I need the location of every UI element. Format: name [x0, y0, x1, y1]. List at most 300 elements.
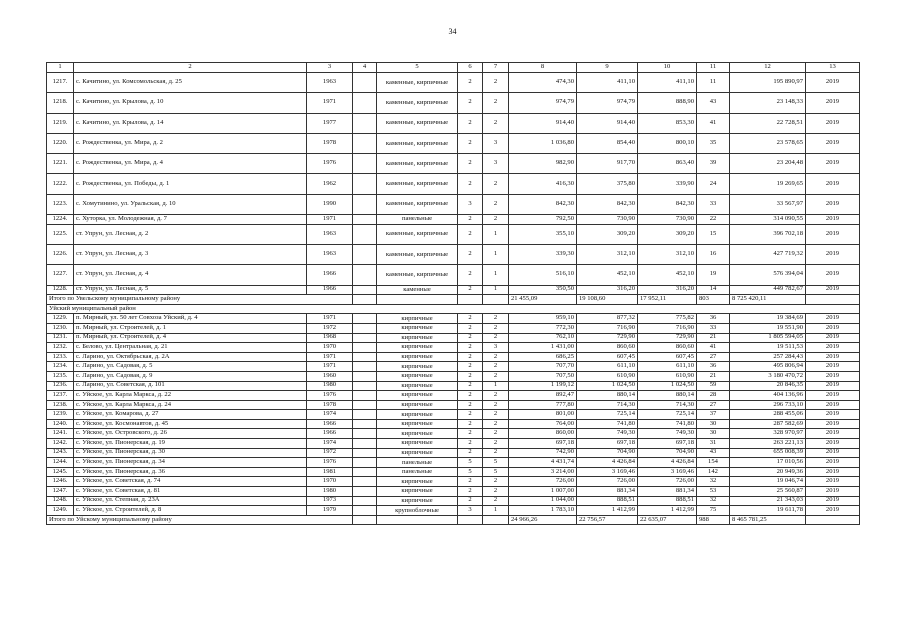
total-area-cell: 707,70 [509, 362, 577, 372]
year-cell: 2019 [806, 429, 860, 439]
area-c-cell: 339,90 [638, 174, 697, 194]
floors-cell: 2 [458, 333, 483, 343]
address-cell: ст. Упрун, ул. Лесная, д. 3 [74, 244, 307, 264]
residents-cell: 33 [697, 194, 730, 214]
year-cell: 2019 [806, 487, 860, 497]
build-year-cell: 1966 [307, 419, 353, 429]
table-row [47, 224, 860, 244]
total-area-cell: 914,40 [509, 113, 577, 133]
total-area-cell: 339,30 [509, 244, 577, 264]
area-c-cell: 842,30 [638, 194, 697, 214]
area-c-cell: 860,60 [638, 343, 697, 353]
residents-cell: 41 [697, 343, 730, 353]
area-b-cell: 316,20 [577, 285, 638, 295]
area-c-cell: 3 169,46 [638, 467, 697, 477]
residents-cell: 33 [697, 323, 730, 333]
floors-cell: 2 [458, 400, 483, 410]
area-b-cell: 741,80 [577, 419, 638, 429]
col-4-cell [353, 265, 377, 285]
column-number-header-row [47, 63, 860, 73]
row-number-cell: 1228. [47, 285, 74, 295]
table-row [47, 323, 860, 333]
area-c-cell: 881,34 [638, 487, 697, 497]
cost-cell: 296 733,10 [730, 400, 806, 410]
row-number-cell: 1243. [47, 448, 74, 458]
total-area-cell: 4 431,74 [509, 458, 577, 468]
row-number-cell: 1217. [47, 73, 74, 93]
column-header: 9 [577, 63, 638, 73]
entrances-cell: 2 [483, 419, 509, 429]
table-row [47, 429, 860, 439]
section-label: Уйский муниципальный район [47, 304, 860, 314]
total-cell: 988 [697, 515, 730, 525]
build-year-cell: 1972 [307, 323, 353, 333]
entrances-cell: 2 [483, 496, 509, 506]
address-cell: с. Качитино, ул. Крылова, д. 14 [74, 113, 307, 133]
address-cell: с. Уйское, ул. Пионерская, д. 19 [74, 439, 307, 449]
floors-cell: 2 [458, 244, 483, 264]
year-cell: 2019 [806, 381, 860, 391]
table-row [47, 419, 860, 429]
total-cell [483, 515, 509, 525]
table-row [47, 458, 860, 468]
area-b-cell: 4 426,84 [577, 458, 638, 468]
cost-cell: 314 090,55 [730, 215, 806, 225]
entrances-cell: 2 [483, 477, 509, 487]
address-cell: с. Белово, ул. Центральная, д. 21 [74, 343, 307, 353]
column-header: 10 [638, 63, 697, 73]
year-cell: 2019 [806, 323, 860, 333]
total-area-cell: 764,00 [509, 419, 577, 429]
wall-material-cell: каменные, кирпичные [377, 73, 458, 93]
residents-cell: 43 [697, 448, 730, 458]
floors-cell: 2 [458, 429, 483, 439]
col-4-cell [353, 487, 377, 497]
residents-cell: 30 [697, 419, 730, 429]
address-cell: с. Ларино, ул. Советская, д. 101 [74, 381, 307, 391]
area-c-cell: 411,10 [638, 73, 697, 93]
cost-cell: 3 180 470,72 [730, 371, 806, 381]
address-cell: с. Уйское, ул. Строителей, д. 8 [74, 506, 307, 516]
area-c-cell: 1 412,99 [638, 506, 697, 516]
build-year-cell: 1978 [307, 133, 353, 153]
entrances-cell: 2 [483, 371, 509, 381]
floors-cell: 2 [458, 314, 483, 324]
residents-cell: 28 [697, 391, 730, 401]
year-cell: 2019 [806, 113, 860, 133]
floors-cell: 2 [458, 73, 483, 93]
entrances-cell: 2 [483, 439, 509, 449]
year-cell: 2019 [806, 73, 860, 93]
residents-cell: 15 [697, 224, 730, 244]
wall-material-cell: кирпичные [377, 333, 458, 343]
build-year-cell: 1979 [307, 506, 353, 516]
row-number-cell: 1244. [47, 458, 74, 468]
residents-cell: 36 [697, 314, 730, 324]
wall-material-cell: кирпичные [377, 400, 458, 410]
row-number-cell: 1222. [47, 174, 74, 194]
build-year-cell: 1974 [307, 410, 353, 420]
table-row [47, 154, 860, 174]
floors-cell: 2 [458, 496, 483, 506]
area-b-cell: 610,90 [577, 371, 638, 381]
total-area-cell: 1 036,80 [509, 133, 577, 153]
build-year-cell: 1966 [307, 429, 353, 439]
col-4-cell [353, 154, 377, 174]
total-area-cell: 416,30 [509, 174, 577, 194]
wall-material-cell: каменные, кирпичные [377, 224, 458, 244]
entrances-cell: 1 [483, 506, 509, 516]
residents-cell: 27 [697, 400, 730, 410]
build-year-cell: 1976 [307, 458, 353, 468]
cost-cell: 287 582,69 [730, 419, 806, 429]
row-number-cell: 1237. [47, 391, 74, 401]
wall-material-cell: кирпичные [377, 391, 458, 401]
col-4-cell [353, 439, 377, 449]
address-cell: с. Уйское, ул. Степная, д. 23А [74, 496, 307, 506]
total-area-cell: 974,79 [509, 93, 577, 113]
row-number-cell: 1239. [47, 410, 74, 420]
floors-cell: 5 [458, 458, 483, 468]
area-c-cell: 730,90 [638, 215, 697, 225]
row-number-cell: 1225. [47, 224, 74, 244]
column-header: 13 [806, 63, 860, 73]
year-cell: 2019 [806, 400, 860, 410]
address-cell: с. Уйское, ул. Карла Маркса, д. 24 [74, 400, 307, 410]
floors-cell: 2 [458, 113, 483, 133]
entrances-cell: 1 [483, 381, 509, 391]
total-cell [377, 295, 458, 305]
cost-cell: 263 221,13 [730, 439, 806, 449]
build-year-cell: 1970 [307, 343, 353, 353]
total-cell [353, 515, 377, 525]
total-area-cell: 516,10 [509, 265, 577, 285]
cost-cell: 22 728,51 [730, 113, 806, 133]
wall-material-cell: кирпичные [377, 448, 458, 458]
area-b-cell: 917,70 [577, 154, 638, 174]
cost-cell: 404 136,96 [730, 391, 806, 401]
total-cell [806, 515, 860, 525]
area-b-cell: 607,45 [577, 352, 638, 362]
floors-cell: 2 [458, 410, 483, 420]
table-row [47, 477, 860, 487]
row-number-cell: 1227. [47, 265, 74, 285]
wall-material-cell: кирпичные [377, 381, 458, 391]
column-header: 8 [509, 63, 577, 73]
floors-cell: 2 [458, 265, 483, 285]
year-cell: 2019 [806, 439, 860, 449]
entrances-cell: 2 [483, 410, 509, 420]
entrances-cell: 2 [483, 314, 509, 324]
column-header: 3 [307, 63, 353, 73]
cost-cell: 288 455,06 [730, 410, 806, 420]
area-c-cell: 800,10 [638, 133, 697, 153]
build-year-cell: 1960 [307, 371, 353, 381]
col-4-cell [353, 224, 377, 244]
row-number-cell: 1230. [47, 323, 74, 333]
area-b-cell: 452,10 [577, 265, 638, 285]
area-b-cell: 881,34 [577, 487, 638, 497]
table-row [47, 487, 860, 497]
area-b-cell: 860,60 [577, 343, 638, 353]
area-b-cell: 726,00 [577, 477, 638, 487]
address-cell: с. Уйское, ул. Советская, д. 81 [74, 487, 307, 497]
year-cell: 2019 [806, 362, 860, 372]
total-cell [458, 295, 483, 305]
total-area-cell: 792,50 [509, 215, 577, 225]
cost-cell: 495 806,94 [730, 362, 806, 372]
area-c-cell: 729,90 [638, 333, 697, 343]
table-row [47, 467, 860, 477]
area-c-cell: 714,30 [638, 400, 697, 410]
area-b-cell: 880,14 [577, 391, 638, 401]
area-c-cell: 888,51 [638, 496, 697, 506]
address-cell: с. Рождественка, ул. Победы, д. 1 [74, 174, 307, 194]
row-number-cell: 1246. [47, 477, 74, 487]
table-row [47, 371, 860, 381]
cost-cell: 23 204,48 [730, 154, 806, 174]
col-4-cell [353, 113, 377, 133]
floors-cell: 2 [458, 215, 483, 225]
column-header: 4 [353, 63, 377, 73]
year-cell: 2019 [806, 194, 860, 214]
address-cell: с. Уйское, ул. Советская, д. 74 [74, 477, 307, 487]
total-label: Итого по Увельскому муниципальному району [47, 295, 353, 305]
row-number-cell: 1249. [47, 506, 74, 516]
residents-cell: 36 [697, 362, 730, 372]
total-cell: 803 [697, 295, 730, 305]
table-row [47, 215, 860, 225]
residents-cell: 14 [697, 285, 730, 295]
total-cell [353, 295, 377, 305]
column-header: 12 [730, 63, 806, 73]
year-cell: 2019 [806, 343, 860, 353]
total-area-cell: 762,10 [509, 333, 577, 343]
row-number-cell: 1220. [47, 133, 74, 153]
year-cell: 2019 [806, 174, 860, 194]
row-number-cell: 1233. [47, 352, 74, 362]
col-4-cell [353, 467, 377, 477]
table-row [47, 343, 860, 353]
residents-cell: 27 [697, 352, 730, 362]
table-row [47, 362, 860, 372]
floors-cell: 2 [458, 352, 483, 362]
area-b-cell: 716,90 [577, 323, 638, 333]
table-row [47, 333, 860, 343]
address-cell: с. Рождественка, ул. Мира, д. 4 [74, 154, 307, 174]
col-4-cell [353, 314, 377, 324]
area-c-cell: 888,90 [638, 93, 697, 113]
total-area-cell: 892,47 [509, 391, 577, 401]
area-c-cell: 863,40 [638, 154, 697, 174]
total-row [47, 515, 860, 525]
residents-cell: 39 [697, 154, 730, 174]
build-year-cell: 1971 [307, 362, 353, 372]
entrances-cell: 2 [483, 323, 509, 333]
year-cell: 2019 [806, 371, 860, 381]
build-year-cell: 1977 [307, 113, 353, 133]
address-cell: с. Ларино, ул. Садовая, д. 9 [74, 371, 307, 381]
col-4-cell [353, 381, 377, 391]
total-area-cell: 350,50 [509, 285, 577, 295]
wall-material-cell: кирпичные [377, 323, 458, 333]
year-cell: 2019 [806, 448, 860, 458]
table-row [47, 391, 860, 401]
entrances-cell: 2 [483, 487, 509, 497]
cost-cell: 195 890,97 [730, 73, 806, 93]
area-c-cell: 716,90 [638, 323, 697, 333]
column-header: 1 [47, 63, 74, 73]
entrances-cell: 2 [483, 429, 509, 439]
floors-cell: 2 [458, 419, 483, 429]
total-area-cell: 686,25 [509, 352, 577, 362]
table-row [47, 352, 860, 362]
wall-material-cell: каменные [377, 285, 458, 295]
build-year-cell: 1963 [307, 244, 353, 264]
address-cell: ст. Упрун, ул. Лесная, д. 5 [74, 285, 307, 295]
wall-material-cell: панельные [377, 215, 458, 225]
total-area-cell: 742,90 [509, 448, 577, 458]
cost-cell: 17 010,56 [730, 458, 806, 468]
total-cell [806, 295, 860, 305]
address-cell: с. Уйское, ул. Комарова, д. 27 [74, 410, 307, 420]
table-body [47, 63, 860, 525]
cost-cell: 449 782,67 [730, 285, 806, 295]
col-4-cell [353, 458, 377, 468]
area-c-cell: 1 024,50 [638, 381, 697, 391]
residents-cell: 32 [697, 477, 730, 487]
address-cell: с. Уйское, ул. Пионерская, д. 34 [74, 458, 307, 468]
year-cell: 2019 [806, 244, 860, 264]
cost-cell: 23 578,65 [730, 133, 806, 153]
year-cell: 2019 [806, 314, 860, 324]
area-c-cell: 704,90 [638, 448, 697, 458]
entrances-cell: 3 [483, 154, 509, 174]
build-year-cell: 1976 [307, 391, 353, 401]
residents-cell: 11 [697, 73, 730, 93]
table-row [47, 113, 860, 133]
column-header: 5 [377, 63, 458, 73]
row-number-cell: 1221. [47, 154, 74, 174]
residents-cell: 24 [697, 174, 730, 194]
table-row [47, 400, 860, 410]
entrances-cell: 2 [483, 352, 509, 362]
residents-cell: 16 [697, 244, 730, 264]
address-cell: с. Уйское, ул. Пионерская, д. 36 [74, 467, 307, 477]
col-4-cell [353, 215, 377, 225]
area-c-cell: 4 426,84 [638, 458, 697, 468]
cost-cell: 576 394,04 [730, 265, 806, 285]
address-cell: п. Мирный, ул. Строителей, д. 4 [74, 333, 307, 343]
area-c-cell: 749,30 [638, 429, 697, 439]
floors-cell: 2 [458, 477, 483, 487]
col-4-cell [353, 429, 377, 439]
table-row [47, 381, 860, 391]
col-4-cell [353, 343, 377, 353]
wall-material-cell: кирпичные [377, 477, 458, 487]
col-4-cell [353, 391, 377, 401]
wall-material-cell: кирпичные [377, 439, 458, 449]
area-c-cell: 726,00 [638, 477, 697, 487]
floors-cell: 2 [458, 448, 483, 458]
build-year-cell: 1973 [307, 496, 353, 506]
row-number-cell: 1248. [47, 496, 74, 506]
table-row [47, 285, 860, 295]
area-b-cell: 375,80 [577, 174, 638, 194]
cost-cell: 19 384,69 [730, 314, 806, 324]
build-year-cell: 1981 [307, 467, 353, 477]
column-header: 7 [483, 63, 509, 73]
year-cell: 2019 [806, 496, 860, 506]
area-c-cell: 610,90 [638, 371, 697, 381]
area-c-cell: 607,45 [638, 352, 697, 362]
area-c-cell: 725,14 [638, 410, 697, 420]
residents-cell: 75 [697, 506, 730, 516]
year-cell: 2019 [806, 265, 860, 285]
col-4-cell [353, 244, 377, 264]
wall-material-cell: крупноблочные [377, 506, 458, 516]
year-cell: 2019 [806, 467, 860, 477]
entrances-cell: 2 [483, 93, 509, 113]
col-4-cell [353, 133, 377, 153]
col-4-cell [353, 174, 377, 194]
table-row [47, 314, 860, 324]
cost-cell: 427 719,32 [730, 244, 806, 264]
build-year-cell: 1963 [307, 73, 353, 93]
table-row [47, 265, 860, 285]
area-b-cell: 714,30 [577, 400, 638, 410]
floors-cell: 5 [458, 467, 483, 477]
area-c-cell: 312,10 [638, 244, 697, 264]
residents-cell: 41 [697, 113, 730, 133]
total-area-cell: 959,10 [509, 314, 577, 324]
row-number-cell: 1231. [47, 333, 74, 343]
floors-cell: 2 [458, 343, 483, 353]
floors-cell: 2 [458, 439, 483, 449]
cost-cell: 20 846,35 [730, 381, 806, 391]
col-4-cell [353, 448, 377, 458]
total-area-cell: 1 431,00 [509, 343, 577, 353]
row-number-cell: 1219. [47, 113, 74, 133]
entrances-cell: 3 [483, 343, 509, 353]
row-number-cell: 1229. [47, 314, 74, 324]
wall-material-cell: каменные, кирпичные [377, 174, 458, 194]
row-number-cell: 1240. [47, 419, 74, 429]
area-c-cell: 611,10 [638, 362, 697, 372]
wall-material-cell: кирпичные [377, 410, 458, 420]
floors-cell: 2 [458, 174, 483, 194]
area-b-cell: 1 412,99 [577, 506, 638, 516]
address-cell: с. Уйское, ул. Островского, д. 26 [74, 429, 307, 439]
address-cell: с. Качитино, ул. Крылова, д. 10 [74, 93, 307, 113]
cost-cell: 33 567,97 [730, 194, 806, 214]
cost-cell: 19 269,65 [730, 174, 806, 194]
total-row [47, 295, 860, 305]
total-cell [483, 295, 509, 305]
total-area-cell: 777,80 [509, 400, 577, 410]
total-area-cell: 1 199,12 [509, 381, 577, 391]
total-cell [377, 515, 458, 525]
row-number-cell: 1238. [47, 400, 74, 410]
residents-cell: 154 [697, 458, 730, 468]
row-number-cell: 1242. [47, 439, 74, 449]
cost-cell: 19 551,90 [730, 323, 806, 333]
total-area-cell: 707,50 [509, 371, 577, 381]
floors-cell: 2 [458, 323, 483, 333]
row-number-cell: 1223. [47, 194, 74, 214]
row-number-cell: 1234. [47, 362, 74, 372]
build-year-cell: 1966 [307, 265, 353, 285]
